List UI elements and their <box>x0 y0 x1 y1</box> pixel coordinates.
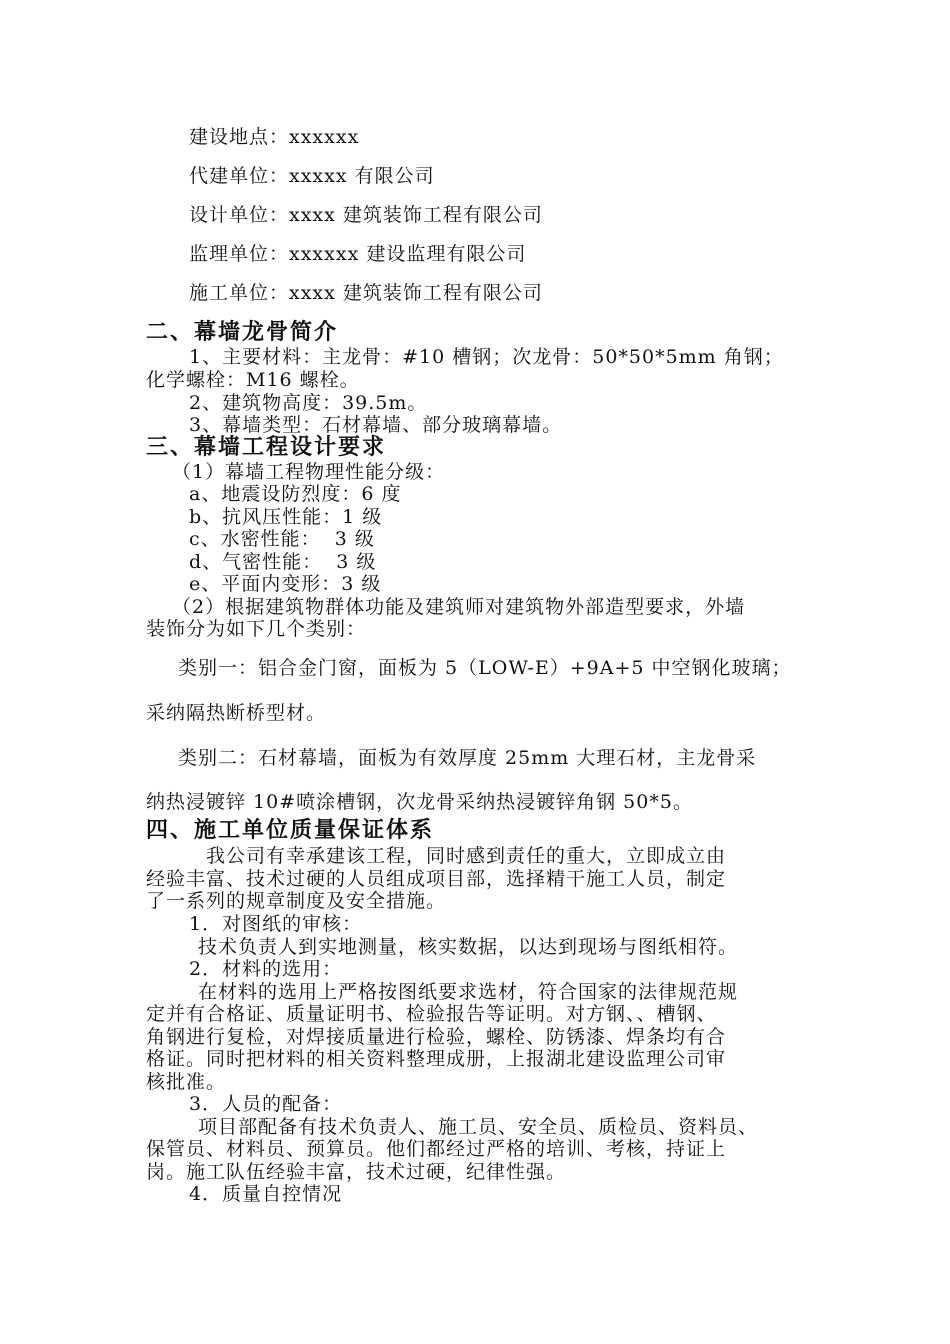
section3-line: （1）幕墙工程物理性能分级： <box>172 461 446 483</box>
section4-line: 保管员、材料员、预算员。他们都经过严格的培训、考核，持证上 <box>146 1138 727 1160</box>
info-agent-builder: 代建单位：xxxxx 有限公司 <box>189 165 435 187</box>
section4-line: 角钢进行复检，对焊接质量进行检验，螺栓、防锈漆、焊条均有合 <box>146 1026 727 1048</box>
section3-line: c、水密性能： 3 级 <box>189 528 375 550</box>
section4-line: 了一系列的规章制度及安全措施。 <box>146 890 447 912</box>
section4-line: 项目部配备有技术负责人、施工员、安全员、质检员、资料员、 <box>198 1116 759 1138</box>
section4-heading: 四、施工单位质量保证体系 <box>146 818 435 843</box>
section2-line: 3、幕墙类型：石材幕墙、部分玻璃幕墙。 <box>189 414 563 436</box>
section3-line: 类别一：铝合金门窗，面板为 5（LOW-E）+9A+5 中空钢化玻璃； <box>178 657 792 679</box>
section3-line: （2）根据建筑物群体功能及建筑师对建筑物外部造型要求，外墙 <box>172 596 746 618</box>
section4-line: 技术负责人到实地测量，核实数据，以达到现场与图纸相符。 <box>198 936 739 958</box>
info-location: 建设地点：xxxxxx <box>189 126 360 148</box>
section4-line: 格证。同时把材料的相关资料整理成册，上报湖北建设监理公司审 <box>146 1048 727 1070</box>
section4-line: 我公司有幸承建该工程，同时感到责任的重大，立即成立由 <box>206 845 727 867</box>
section4-line: 1．对图纸的审核： <box>189 913 363 935</box>
section4-line: 4．质量自控情况 <box>189 1183 343 1205</box>
section2-heading: 二、幕墙龙骨简介 <box>146 320 339 345</box>
section3-line: e、平面内变形：3 级 <box>189 573 382 595</box>
info-supervision-unit: 监理单位：xxxxxx 建设监理有限公司 <box>189 243 527 265</box>
section3-line: a、地震设防烈度：6 度 <box>189 483 402 505</box>
section3-line: 类别二：石材幕墙，面板为有效厚度 25mm 大理石材，主龙骨采 <box>178 747 757 769</box>
section3-line: 采纳隔热断桥型材。 <box>146 702 327 724</box>
section4-line: 核批准。 <box>146 1071 227 1093</box>
section3-heading: 三、幕墙工程设计要求 <box>146 435 387 460</box>
section4-line: 2．材料的选用： <box>189 958 343 980</box>
section3-line: 装饰分为如下几个类别： <box>146 618 367 640</box>
section3-line: 纳热浸镀锌 10#喷涂槽钢，次龙骨采纳热浸镀锌角钢 50*5。 <box>146 791 693 813</box>
section2-line: 化学螺栓：M16 螺栓。 <box>146 369 360 391</box>
info-design-unit: 设计单位：xxxx 建筑装饰工程有限公司 <box>189 204 543 226</box>
section3-line: b、抗风压性能：1 级 <box>189 506 383 528</box>
info-construction-unit: 施工单位：xxxx 建筑装饰工程有限公司 <box>189 282 543 304</box>
section2-line: 2、建筑物高度：39.5m。 <box>189 392 428 414</box>
section4-line: 经验丰富、技术过硬的人员组成项目部，选择精干施工人员，制定 <box>146 868 727 890</box>
section4-line: 3．人员的配备： <box>189 1093 343 1115</box>
section2-line: 1、主要材料：主龙骨：#10 槽钢；次龙骨：50*50*5mm 角钢； <box>189 346 784 368</box>
section4-line: 定并有合格证、质量证明书、检验报告等证明。对方钢、、槽钢、 <box>146 1003 717 1025</box>
section3-line: d、气密性能： 3 级 <box>189 551 377 573</box>
section4-line: 在材料的选用上严格按图纸要求选材，符合国家的法律规范规 <box>198 981 739 1003</box>
section4-line: 岗。施工队伍经验丰富，技术过硬，纪律性强。 <box>146 1161 567 1183</box>
